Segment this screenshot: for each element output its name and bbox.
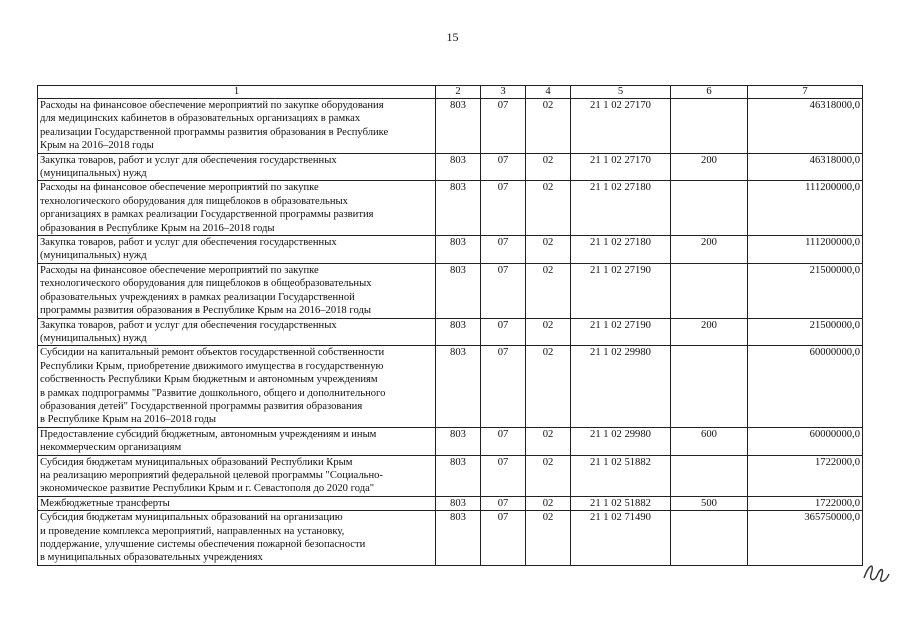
description-line: Предоставление субсидий бюджетным, автономным учреждениям и иным <box>40 428 377 440</box>
table-row <box>38 427 863 455</box>
cell-c2: 803 <box>436 496 481 510</box>
description-line: Расходы на финансовое обеспечение мероприятий по закупке <box>40 182 319 194</box>
table-row <box>38 496 863 510</box>
description-line: Расходы на финансовое обеспечение мероприятий по закупке <box>40 264 319 276</box>
cell-c4: 02 <box>526 496 571 510</box>
row-amount: 60000000,0 <box>748 346 863 427</box>
cell-c2: 803 <box>436 427 481 455</box>
description-line: Закупка товаров, работ и услуг для обеспечения государственных <box>40 154 337 166</box>
cell-c5: 21 1 02 51882 <box>571 455 671 496</box>
cell-c5: 21 1 02 29980 <box>571 427 671 455</box>
cell-c2: 803 <box>436 346 481 427</box>
handwritten-signature-icon <box>861 556 891 586</box>
row-amount: 1722000,0 <box>748 496 863 510</box>
cell-c6 <box>671 455 748 496</box>
cell-c6: 200 <box>671 153 748 181</box>
table-row <box>38 511 863 566</box>
description-line: (муниципальных) нужд <box>40 168 147 180</box>
header-cell-2: 2 <box>436 86 481 99</box>
description-line: Крым на 2016–2018 годы <box>40 140 154 152</box>
cell-c4: 02 <box>526 99 571 154</box>
cell-c4: 02 <box>526 346 571 427</box>
cell-c2: 803 <box>436 236 481 264</box>
cell-c5: 21 1 02 27180 <box>571 181 671 236</box>
cell-c6: 200 <box>671 236 748 264</box>
description-line: Межбюджетные трансферты <box>40 497 170 509</box>
cell-c5: 21 1 02 27190 <box>571 263 671 318</box>
cell-c6 <box>671 346 748 427</box>
cell-c3: 07 <box>481 427 526 455</box>
cell-c3: 07 <box>481 511 526 566</box>
row-description <box>38 496 436 510</box>
description-line: Расходы на финансовое обеспечение мероприятий по закупке оборудования <box>40 100 384 111</box>
description-line: Субсидия бюджетам муниципальных образований Республики Крым <box>40 456 353 468</box>
table-row <box>38 181 863 236</box>
description-line: программы развития образования в Республике Крым на 2016–2018 годы <box>40 305 371 317</box>
header-cell-7: 7 <box>748 86 863 99</box>
cell-c6: 500 <box>671 496 748 510</box>
cell-c5: 21 1 02 71490 <box>571 511 671 566</box>
cell-c5: 21 1 02 27170 <box>571 153 671 181</box>
cell-c2: 803 <box>436 511 481 566</box>
cell-c4: 02 <box>526 511 571 566</box>
description-line: собственность Республики Крым бюджетным и автономным учреждениям <box>40 374 378 386</box>
description-line: (муниципальных) нужд <box>40 332 147 344</box>
cell-c4: 02 <box>526 263 571 318</box>
cell-c4: 02 <box>526 318 571 346</box>
description-line: Субсидии на капитальный ремонт объектов государственной собственности <box>40 347 385 359</box>
table-row <box>38 99 863 154</box>
cell-c6 <box>671 511 748 566</box>
cell-c2: 803 <box>436 153 481 181</box>
row-amount: 60000000,0 <box>748 427 863 455</box>
row-description <box>38 99 436 154</box>
cell-c3: 07 <box>481 346 526 427</box>
row-description <box>38 318 436 346</box>
description-line: Субсидия бюджетам муниципальных образований на организацию <box>40 512 343 524</box>
table-row <box>38 263 863 318</box>
cell-c4: 02 <box>526 181 571 236</box>
row-amount: 21500000,0 <box>748 318 863 346</box>
description-line: для медицинских кабинетов в образовательных организациях в рамках <box>40 113 361 125</box>
cell-c3: 07 <box>481 181 526 236</box>
table-row <box>38 236 863 264</box>
cell-c6 <box>671 181 748 236</box>
cell-c3: 07 <box>481 236 526 264</box>
row-description <box>38 511 436 566</box>
cell-c5: 21 1 02 51882 <box>571 496 671 510</box>
cell-c3: 07 <box>481 496 526 510</box>
cell-c4: 02 <box>526 153 571 181</box>
cell-c6 <box>671 99 748 154</box>
row-description <box>38 346 436 427</box>
cell-c5: 21 1 02 27180 <box>571 236 671 264</box>
header-cell-5: 5 <box>571 86 671 99</box>
cell-c4: 02 <box>526 455 571 496</box>
description-line: Республики Крым, приобретение движимого имущества в государственную <box>40 360 384 372</box>
row-amount: 1722000,0 <box>748 455 863 496</box>
description-line: поддержание, улучшение системы обеспечения пожарной безопасности <box>40 539 366 550</box>
cell-c2: 803 <box>436 318 481 346</box>
table-row <box>38 346 863 427</box>
description-line: и проведение комплекса мероприятий, направленных на установку, <box>40 525 345 537</box>
row-description <box>38 236 436 264</box>
description-line: образования детей" Государственной программы развития образования <box>40 400 363 412</box>
cell-c2: 803 <box>436 181 481 236</box>
description-line: экономическое развитие Республики Крым и г. Севастополя до 2020 года" <box>40 483 375 495</box>
header-cell-3: 3 <box>481 86 526 99</box>
cell-c2: 803 <box>436 99 481 154</box>
description-line: технологического оборудования для пищеблоков в образовательных <box>40 195 348 207</box>
cell-c6 <box>671 263 748 318</box>
row-amount: 21500000,0 <box>748 263 863 318</box>
budget-table <box>37 85 863 566</box>
cell-c3: 07 <box>481 99 526 154</box>
cell-c3: 07 <box>481 318 526 346</box>
row-description <box>38 181 436 236</box>
cell-c4: 02 <box>526 236 571 264</box>
cell-c5: 21 1 02 27190 <box>571 318 671 346</box>
row-amount: 111200000,0 <box>748 236 863 264</box>
cell-c5: 21 1 02 27170 <box>571 99 671 154</box>
description-line: образовательных учреждениях в рамках реализации Государственной <box>40 291 355 303</box>
row-description <box>38 263 436 318</box>
description-line: Закупка товаров, работ и услуг для обеспечения государственных <box>40 237 337 249</box>
description-line: в рамках подпрограммы "Развитие дошкольного, общего и дополнительного <box>40 387 386 399</box>
cell-c3: 07 <box>481 455 526 496</box>
cell-c6: 200 <box>671 318 748 346</box>
header-cell-6: 6 <box>671 86 748 99</box>
header-cell-4: 4 <box>526 86 571 99</box>
description-line: в Республике Крым на 2016–2018 годы <box>40 414 216 426</box>
cell-c2: 803 <box>436 455 481 496</box>
table-body <box>38 86 863 566</box>
row-description <box>38 427 436 455</box>
row-amount: 111200000,0 <box>748 181 863 236</box>
description-line: реализации Государственной программы развития образования в Республике <box>40 126 389 138</box>
page-number: 15 <box>446 30 459 44</box>
description-line: (муниципальных) нужд <box>40 250 147 262</box>
row-description <box>38 153 436 181</box>
cell-c3: 07 <box>481 153 526 181</box>
description-line: Закупка товаров, работ и услуг для обеспечения государственных <box>40 319 337 331</box>
row-amount: 365750000,0 <box>748 511 863 566</box>
cell-c4: 02 <box>526 427 571 455</box>
cell-c2: 803 <box>436 263 481 318</box>
header-row <box>38 86 863 99</box>
description-line: некоммерческим организациям <box>40 442 182 454</box>
description-line: организациях в рамках реализации Государственной программы развития <box>40 209 374 221</box>
table-row <box>38 153 863 181</box>
description-line: в муниципальных образовательных учреждениях <box>40 552 263 564</box>
row-amount: 46318000,0 <box>748 99 863 154</box>
cell-c3: 07 <box>481 263 526 318</box>
description-line: образования в Республике Крым на 2016–2018 годы <box>40 222 275 234</box>
description-line: технологического оборудования для пищеблоков в общеобразовательных <box>40 278 372 290</box>
cell-c5: 21 1 02 29980 <box>571 346 671 427</box>
description-line: на реализацию мероприятий федеральной целевой программы "Социально- <box>40 469 383 481</box>
row-amount: 46318000,0 <box>748 153 863 181</box>
table-row <box>38 318 863 346</box>
cell-c6: 600 <box>671 427 748 455</box>
header-cell-1: 1 <box>38 86 436 99</box>
row-description <box>38 455 436 496</box>
table-row <box>38 455 863 496</box>
